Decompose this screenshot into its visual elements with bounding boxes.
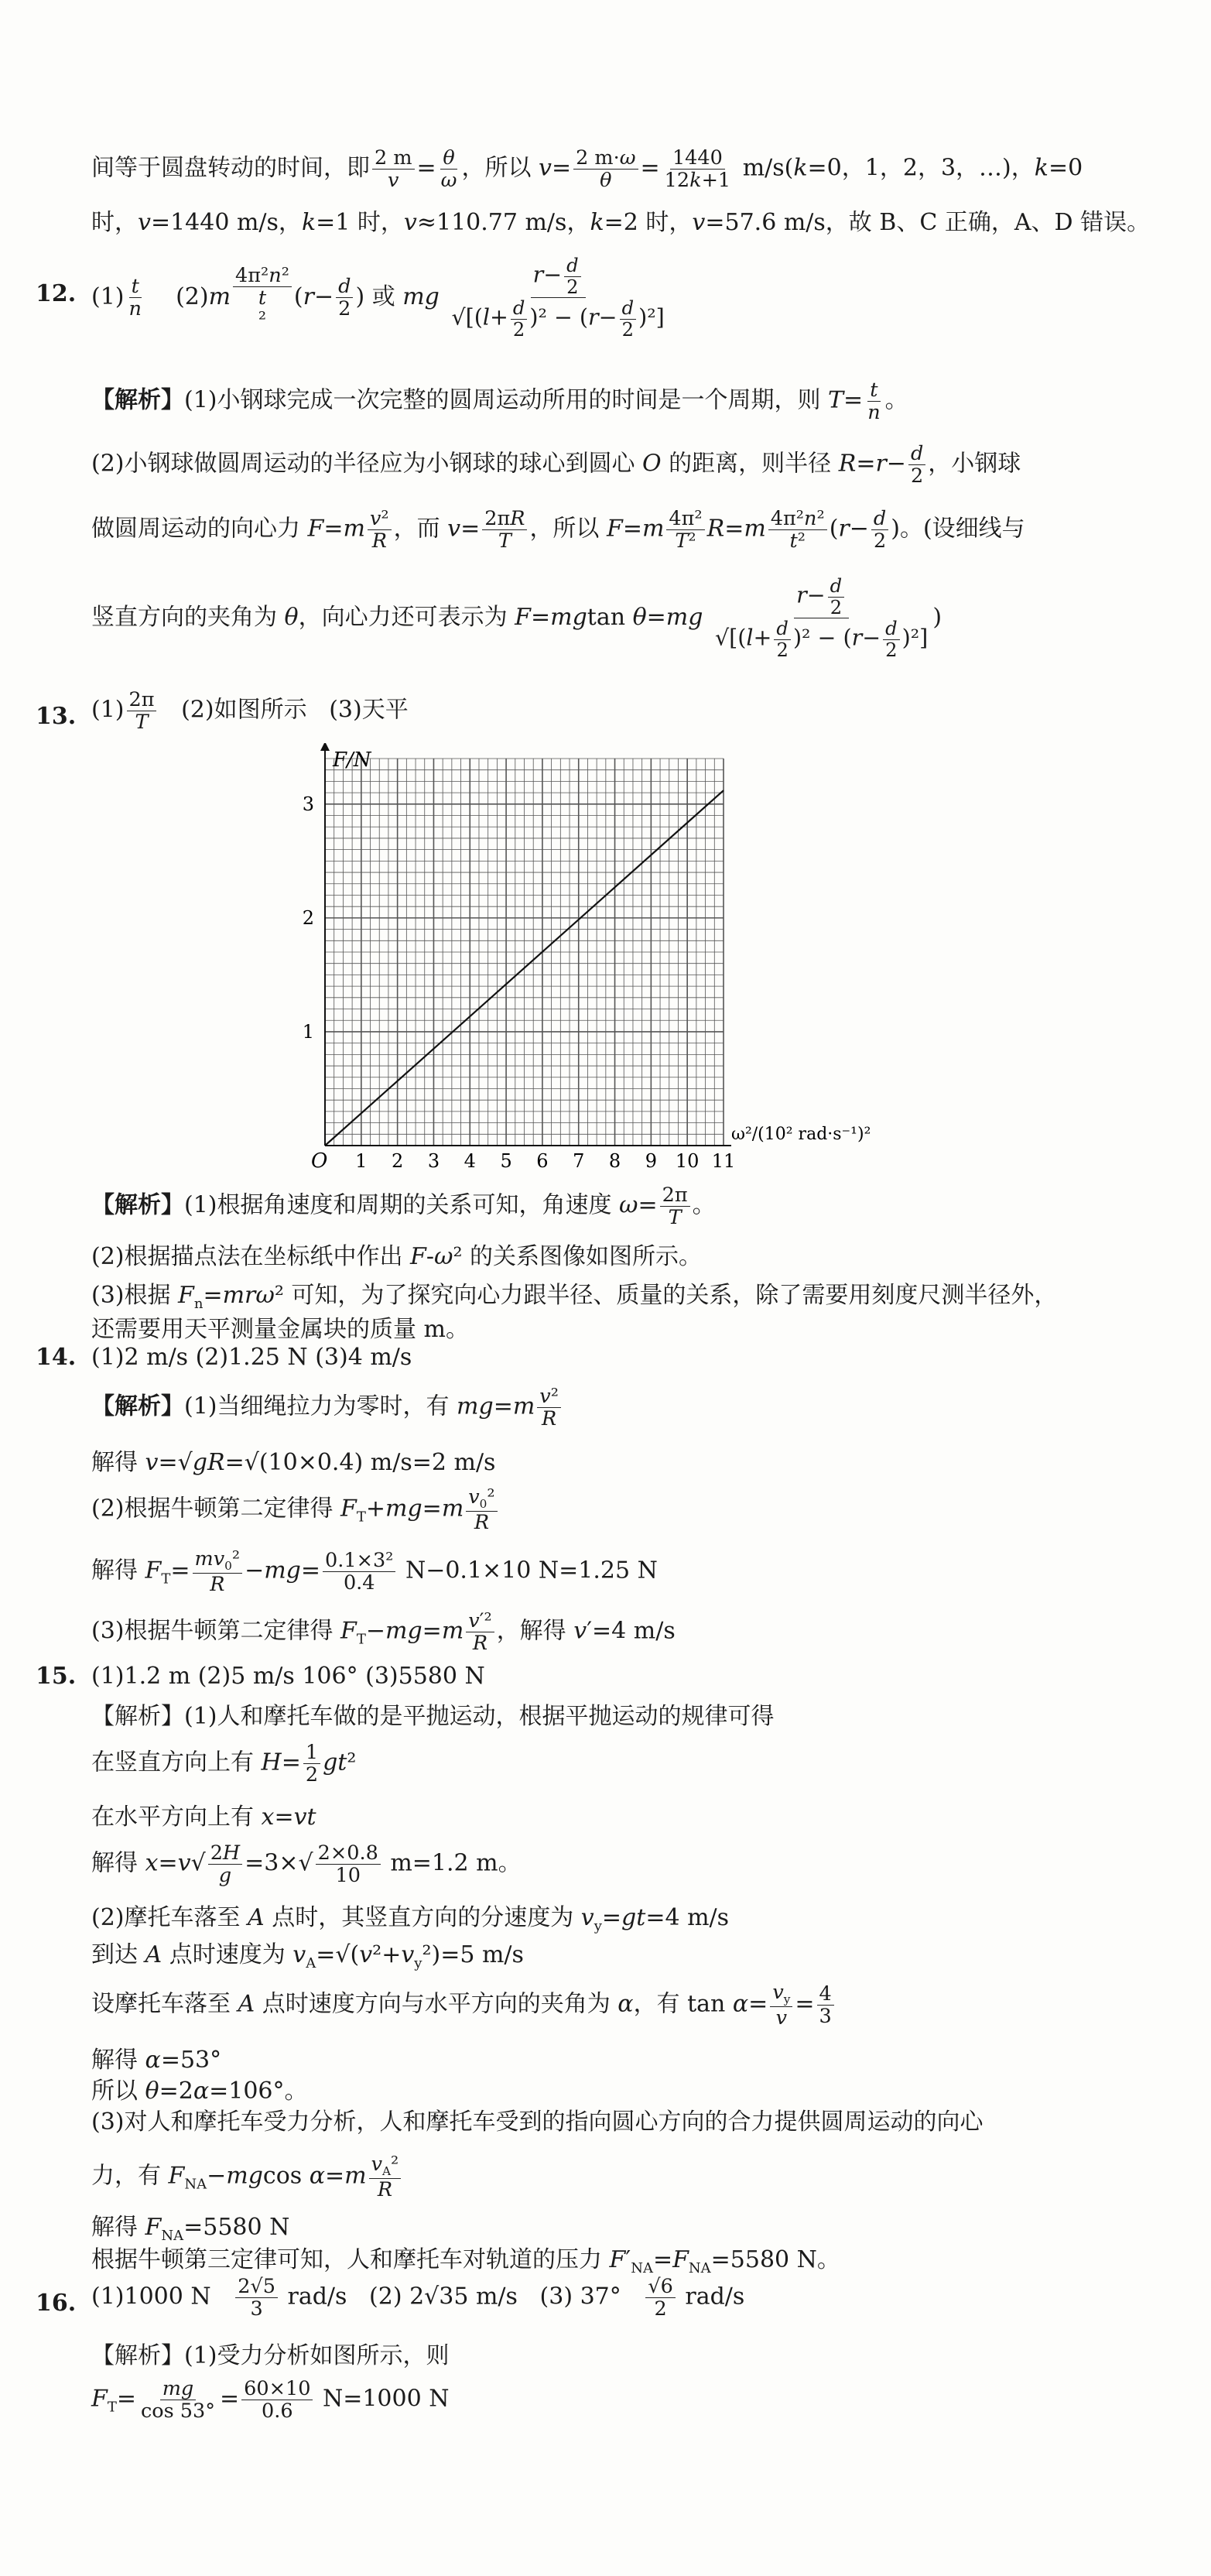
analysis-line: (3)对人和摩托车受力分析，人和摩托车受到的指向圆心方向的合力提供圆周运动的向心 — [91, 2108, 984, 2136]
analysis-line: 【解析】(1)当细绳拉力为零时，有 mg=m $\frac{\text{v²}}{R}$ — [91, 1386, 563, 1430]
x-tick-label: 7 — [573, 1150, 585, 1172]
answer-line: (1)2 m/s (2)1.25 N (3)4 m/s — [91, 1344, 412, 1371]
analysis-line: 到达 A 点时速度为 $v_A=√(v^2+v_y^2)=5$ m/s — [91, 1941, 524, 1971]
y-tick-label: 3 — [302, 793, 314, 815]
analysis-line: 【解析】(1)小钢球完成一次完整的圆周运动所用的时间是一个周期，则 T= $\frac{t}{n}$ 。 — [91, 379, 908, 425]
x-tick-label: 9 — [645, 1150, 658, 1172]
analysis-line: 竖直方向的夹角为 θ，向心力还可表示为 F=mgtan θ=mg r− $\frac{d}{2}$ √[(l+ $\frac{d}{2}$ )² − (r− $\frac{d}{2}$ )²] ) — [91, 575, 942, 661]
analysis-line: 【解析】(1)人和摩托车做的是平抛运动，根据平抛运动的规律可得 — [91, 1703, 775, 1730]
analysis-line: (3)根据牛顿第二定律得 $F_T-mg=m$ $\frac{\text{v′²}}{R}$ ，解得 v′=4 m/s — [91, 1609, 676, 1656]
analysis-line: 解得 $F_T=$ $\frac{mv_0^2}{R}$ −mg= $\frac{\text{0.1×3²}}{0.4}$ N−0.1×10 N=1.25 N — [91, 1547, 658, 1596]
analysis-line: 还需要用天平测量金属块的质量 m。 — [91, 1316, 469, 1343]
y-axis-label: F/N — [333, 748, 371, 772]
x-tick-label: 3 — [427, 1150, 440, 1172]
x-tick-label: 6 — [536, 1150, 549, 1172]
axes — [320, 743, 731, 1146]
analysis-line: 解得 x=v√ $\frac{2H}{g}$ =3×√ $\frac{2\times 0.8}{10}$ m=1.2 m。 — [91, 1841, 522, 1888]
analysis-line: 在竖直方向上有 H= $\frac{1}{2}$ gt² — [91, 1741, 357, 1787]
y-tick-label: 1 — [302, 1020, 314, 1043]
tick-labels — [303, 793, 736, 1172]
question-number: 15. — [36, 1663, 77, 1690]
question-number: 14. — [36, 1344, 77, 1371]
x-tick-label: 5 — [500, 1150, 512, 1172]
analysis-line: 【解析】(1)根据角速度和周期的关系可知，角速度 ω= $\frac{2\pi}{T}$ 。 — [91, 1184, 716, 1230]
text-line: 时，v=1440 m/s，k=1 时，v≈110.77 m/s，k=2 时，v=57.6 m/s，故 B、C 正确，A、D 错误。 — [91, 209, 1151, 236]
analysis-line: (2)小钢球做圆周运动的半径应为小钢球的球心到圆心 O 的距离，则半径 R=r− $\frac{d}{2}$ ，小钢球 — [91, 442, 1021, 488]
x-tick-label: 4 — [464, 1150, 476, 1172]
analysis-line: 做圆周运动的向心力 F=m $\frac{\text{v²}}{R}$ ，而 v= $\frac{2\pi R}{T}$ ，所以 F=m $\frac{\text{4π²}}{\text{T²}}$ R=m $\frac{\text{4π²n²}}{\text{t²}}$ (r− $\frac{d}{2}$ )。(设细线与 — [91, 507, 1025, 553]
f-omega-squared-chart — [294, 743, 929, 1177]
analysis-line: 解得 v=√gR=√(10×0.4) m/s=2 m/s — [91, 1449, 496, 1476]
analysis-line: (3)根据 $F_n=mr\omega^2$ 可知，为了探究向心力跟半径、质量的关系，除了需要用刻度尺测半径外， — [91, 1282, 1058, 1312]
x-tick-label: 1 — [355, 1150, 368, 1172]
x-axis-label: ω²/(10² rad·s⁻¹)² — [731, 1125, 871, 1144]
analysis-line: 【解析】(1)受力分析如图所示，则 — [91, 2342, 450, 2369]
analysis-line: 解得 $F_{NA}=5580$ N — [91, 2214, 290, 2244]
analysis-line: 设摩托车落至 A 点时速度方向与水平方向的夹角为 α，有 tan α= $\frac{v_y}{v}$ = $\frac{4}{3}$ — [91, 1982, 836, 2029]
analysis-line: 根据牛顿第三定律可知，人和摩托车对轨道的压力 $F'_{NA}=F_{NA}=5580$ N。 — [91, 2246, 840, 2276]
grid-minor — [325, 759, 724, 1146]
answer-line: (1)1.2 m (2)5 m/s 106° (3)5580 N — [91, 1663, 485, 1690]
analysis-line: $F_T=$ $\frac{mg}{\cos 53^\circ}$ = $\frac{60\times 10}{0.6}$ N=1000 N — [91, 2377, 450, 2424]
answer-line: (1)1000 N $\frac{2√5}{3}$ rad/s (2) 2√35 m/s (3) 37° $\frac{√6}{2}$ rad/s — [91, 2275, 745, 2321]
y-axis-arrow — [320, 743, 330, 751]
y-tick-label: 2 — [302, 906, 314, 929]
question-number: 16. — [36, 2290, 77, 2317]
x-tick-label: 11 — [711, 1150, 736, 1172]
answer-line: (1) $\frac{t}{n}$ (2)m 4π²n² t ²(r− $\frac{d}{2}$ ) 或 mg r− $\frac{d}{2}$ √[(l+ $\frac{d}{2}$ )² − (r− $\frac{d}{2}$ )²] — [91, 255, 665, 341]
origin-label: O — [311, 1149, 328, 1173]
analysis-line: (2)根据牛顿第二定律得 $F_T+mg=m$ $\frac{v_0^2}{R}$ — [91, 1486, 500, 1533]
analysis-line: 力，有 $F_{NA}-mgcos$ α=m $\frac{v_A^2}{R}$ — [91, 2153, 403, 2201]
text-line: 间等于圆盘转动的时间，即 $\frac{2 m}{v}$ = $\frac{\theta}{\omega}$ ，所以 v= $\frac{2 m\cdot\omega}{\theta}$ = $\frac{1440}{12k+1}$ m/s(k=0，1，2，3，…)，k=0 — [91, 146, 1083, 193]
question-number: 13. — [36, 703, 77, 730]
x-tick-label: 8 — [608, 1150, 621, 1172]
answer-line: (1) $\frac{2\pi}{T}$ (2)如图所示 (3)天平 — [91, 688, 409, 735]
analysis-line: (2)摩托车落至 A 点时，其竖直方向的分速度为 $v_y=gt=4$ m/s — [91, 1904, 730, 1934]
x-tick-label: 2 — [391, 1150, 404, 1172]
question-number: 12. — [36, 280, 77, 307]
analysis-line: 解得 α=53° — [91, 2047, 222, 2074]
analysis-line: 所以 θ=2α=106°。 — [91, 2078, 308, 2105]
x-tick-label: 10 — [675, 1150, 700, 1172]
analysis-line: (2)根据描点法在坐标纸中作出 F-ω² 的关系图像如图所示。 — [91, 1243, 703, 1270]
analysis-line: 在水平方向上有 x=vt — [91, 1804, 316, 1831]
